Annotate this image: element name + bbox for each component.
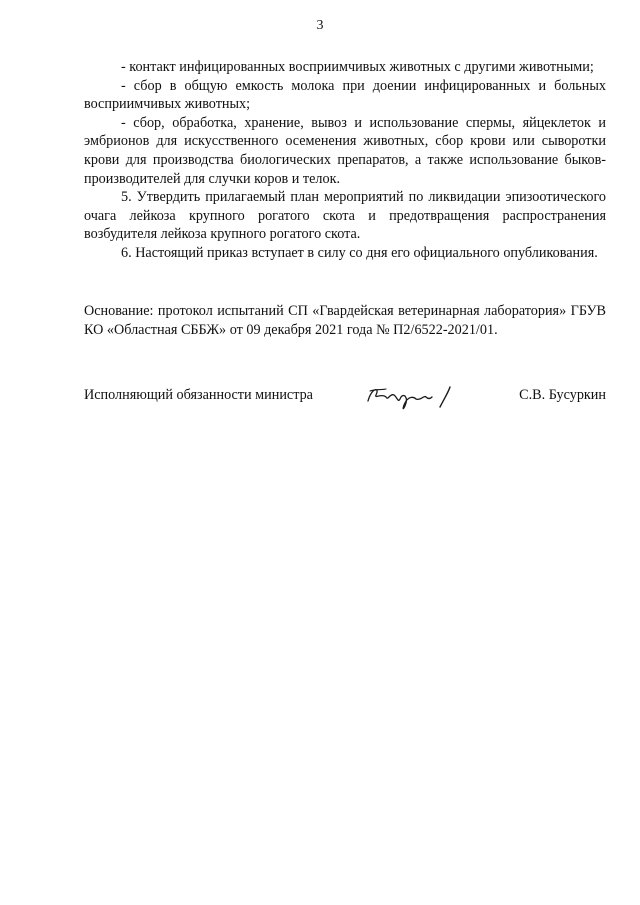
signature-block bbox=[84, 385, 606, 415]
page-number: 3 bbox=[316, 18, 324, 33]
signer-title: Исполняющий обязанности министра bbox=[84, 387, 313, 403]
handwritten-signature-icon bbox=[364, 381, 460, 411]
paragraph-contact-ban: - контакт инфицированных восприимчивых животных с другими животными; bbox=[121, 59, 594, 75]
paragraph-biomaterial-ban: - сбор, обработка, хранение, вывоз и использование спермы, яйцеклеток и эмбрионов для искусственного осеменения животных, сбор крови или сыворотки крови для производства биологических препаратов, а также использование быков-производителей для случки коров и телок. bbox=[84, 114, 606, 187]
paragraph-effective-date: 6. Настоящий приказ вступает в силу со дня его официального опубликования. bbox=[121, 244, 598, 261]
signer-name: С.В. Бусуркин bbox=[519, 387, 606, 403]
order-body bbox=[84, 58, 606, 263]
basis-note: Основание: протокол испытаний СП «Гвардейская ветеринарная лаборатория» ГБУВ КО «Областная СББЖ» от 09 декабря 2021 года № П2/6522-2021/01. bbox=[84, 303, 606, 338]
paragraph-approve-plan: 5. Утвердить прилагаемый план мероприятий по ликвидации эпизоотического очага лейкоза крупного рогатого скота и предотвращения распространения возбудителя лейкоза крупного рогатого скота. bbox=[84, 189, 606, 243]
paragraph-milk-ban: - сбор в общую емкость молока при доении инфицированных и больных восприимчивых животных; bbox=[84, 77, 606, 113]
